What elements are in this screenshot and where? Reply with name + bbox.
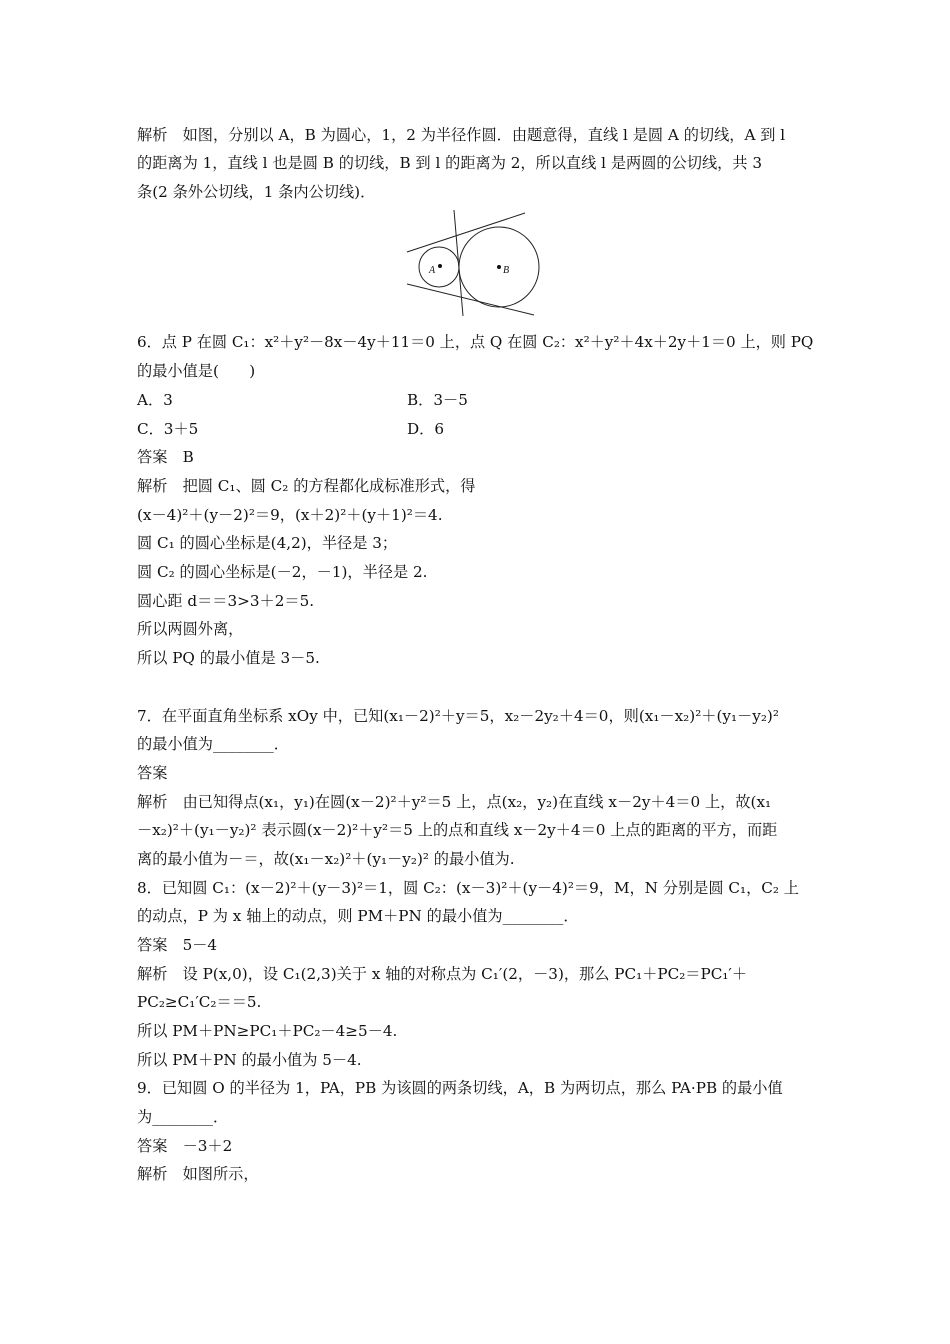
text-line: 解析 设 P(x,0)，设 C₁(2,3)关于 x 轴的对称点为 C₁′(2，－3)，那么 PC₁＋PC₂＝PC₁′＋ [137,965,748,983]
text-line: (x－4)²＋(y－2)²＝9，(x＋2)²＋(y＋1)²＝4. [137,506,443,524]
text-line: 所以 PM＋PN 的最小值为 5－4. [137,1051,362,1069]
text-line: 解析 把圆 C₁、圆 C₂ 的方程都化成标准形式，得 [137,477,476,495]
answer-6: 答案 B [137,448,194,466]
outer-tangent-top [407,213,525,252]
option-c: C．3＋5 [137,420,199,438]
text-line: －x₂)²＋(y₁－y₂)² 表示圆(x－2)²＋y²＝5 上的点和直线 x－2y＋4＝0 上点的距离的平方，而距 [137,821,778,839]
question-8: 8．已知圆 C₁：(x－2)²＋(y－3)²＝1，圆 C₂：(x－3)²＋(y－4)²＝9，M，N 分别是圆 C₁，C₂ 上 [137,879,799,897]
text-line: 的最小值为________． [137,735,289,753]
text-line: 所以 PQ 的最小值是 3－5. [137,649,320,667]
tangent-circles-figure [400,206,560,318]
question-9: 9．已知圆 O 的半径为 1，PA，PB 为该圆的两条切线，A，B 为两切点，那么 PA·PB 的最小值 [137,1079,783,1097]
text-line: PC₂≥C₁′C₂＝＝5. [137,993,262,1011]
option-a: A．3 [137,391,173,409]
center-b-dot [497,265,501,269]
text-line: 离的最小值为－＝，故(x₁－x₂)²＋(y₁－y₂)² 的最小值为. [137,850,515,868]
text-line: 所以两圆外离， [137,620,244,638]
label-a: A [429,265,436,276]
text-line: 的最小值是( ) [137,362,256,380]
text-line: 解析 如图，分别以 A，B 为圆心，1，2 为半径作圆．由题意得，直线 l 是圆 A 的切线，A 到 l [137,126,786,144]
question-7: 7．在平面直角坐标系 xOy 中，已知(x₁－2)²＋y＝5，x₂－2y₂＋4＝0，则(x₁－x₂)²＋(y₁－y₂)² [137,707,779,725]
option-b: B．3－5 [407,391,468,409]
text-line: 所以 PM＋PN≥PC₁＋PC₂－4≥5－4. [137,1022,398,1040]
text-line: 圆 C₁ 的圆心坐标是(4,2)，半径是 3； [137,534,398,552]
option-d: D．6 [407,420,445,438]
text-line: 解析 由已知得点(x₁，y₁)在圆(x－2)²＋y²＝5 上，点(x₂，y₂)在直线 x－2y＋4＝0 上，故(x₁ [137,793,772,811]
text-line: 解析 如图所示， [137,1165,259,1183]
answer-8: 答案 5－4 [137,936,218,954]
text-line: 圆 C₂ 的圆心坐标是(－2，－1)，半径是 2. [137,563,428,581]
answer-7: 答案 [137,764,168,782]
text-line: 的距离为 1，直线 l 也是圆 B 的切线，B 到 l 的距离为 2，所以直线 l 是两圆的公切线，共 3 [137,154,763,172]
outer-tangent-bottom [407,284,534,315]
inner-tangent [454,210,463,316]
label-b: B [503,265,510,276]
question-6: 6．点 P 在圆 C₁：x²＋y²－8x－4y＋11＝0 上，点 Q 在圆 C₂：x²＋y²＋4x＋2y＋1＝0 上，则 PQ [137,333,814,351]
text-line: 为________． [137,1108,229,1126]
text-line: 条(2 条外公切线，1 条内公切线)． [137,183,376,201]
answer-9: 答案 －3＋2 [137,1137,233,1155]
center-a-dot [438,264,442,268]
text-line: 的动点，P 为 x 轴上的动点，则 PM＋PN 的最小值为________． [137,907,579,925]
text-line: 圆心距 d＝＝3>3＋2＝5. [137,592,315,610]
